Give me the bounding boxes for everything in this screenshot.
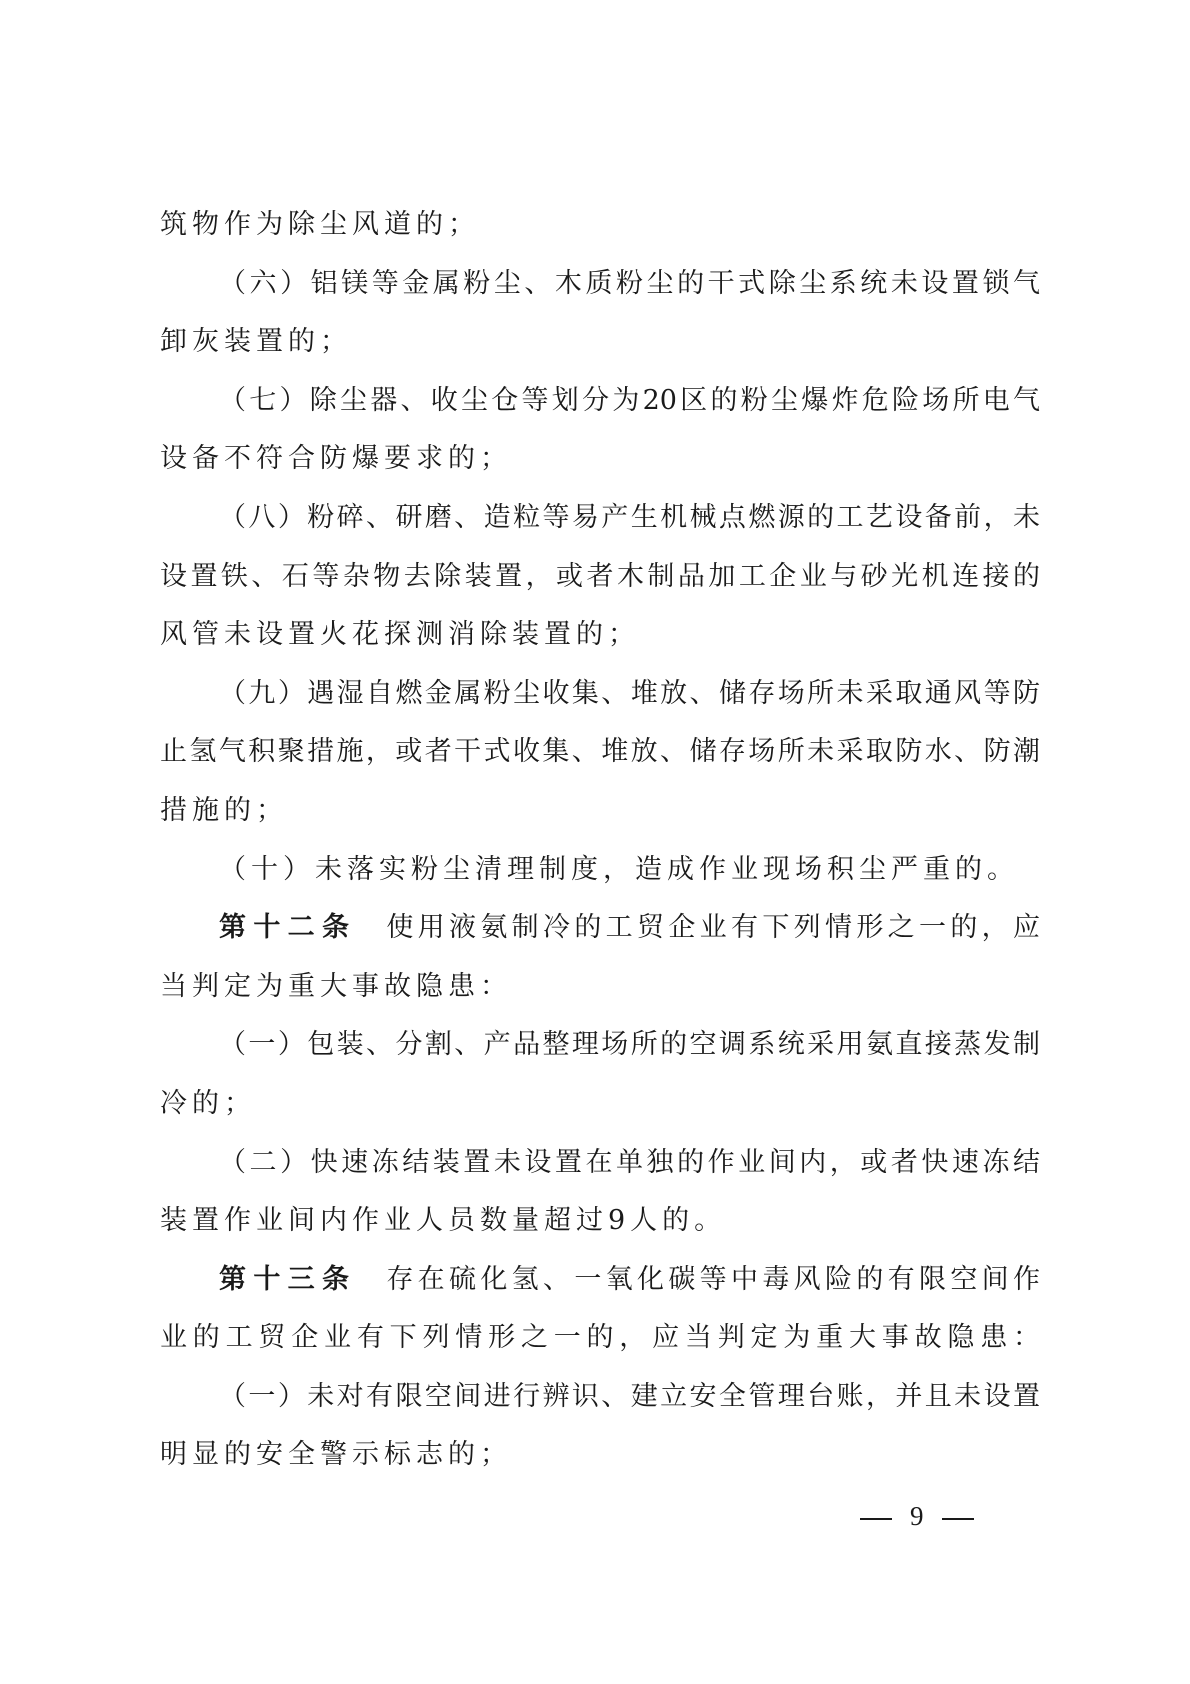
text-line: 当判定为重大事故隐患： — [160, 970, 512, 1002]
text-line: （二）快速冻结装置未设置在单独的作业间内，或者快速冻结 — [219, 1146, 1040, 1178]
text-line: （一）未对有限空间进行辨识、建立安全管理台账，并且未设置 — [219, 1380, 1040, 1412]
text-line: 卸灰装置的； — [160, 326, 352, 358]
text-line: （十）未落实粉尘清理制度，造成作业现场积尘严重的。 — [219, 853, 1019, 885]
text-line: 设备不符合防爆要求的； — [160, 443, 512, 475]
text-line: （七）除尘器、收尘仓等划分为20区的粉尘爆炸危险场所电气 — [219, 384, 1040, 416]
article-12-heading: 第十二条 — [219, 912, 357, 944]
text-line: （九）遇湿自燃金属粉尘收集、堆放、储存场所未采取通风等防 — [219, 677, 1040, 709]
footer-dash-right — [942, 1518, 974, 1520]
text-line: 止氢气积聚措施，或者干式收集、堆放、储存场所未采取防水、防潮 — [160, 736, 1040, 768]
page-footer — [860, 1496, 1060, 1536]
article-13-heading: 第十三条 — [219, 1263, 357, 1295]
text-line: 业的工贸企业有下列情形之一的，应当判定为重大事故隐患： — [160, 1322, 1040, 1354]
text-line: 筑物作为除尘风道的； — [160, 209, 480, 240]
article-13-line — [160, 1251, 1040, 1310]
article-12-line — [160, 899, 1040, 958]
text-line: 冷的； — [160, 1087, 256, 1119]
footer-dash-left — [860, 1518, 892, 1520]
text-line: （八）粉碎、研磨、造粒等易产生机械点燃源的工艺设备前，未 — [219, 501, 1040, 533]
text-line: 存在硫化氢、一氧化碳等中毒风险的有限空间作 — [386, 1263, 1041, 1295]
text-line: 风管未设置火花探测消除装置的； — [160, 619, 640, 651]
page-number: 9 — [910, 1501, 924, 1531]
text-line: 使用液氨制冷的工贸企业有下列情形之一的，应 — [386, 912, 1041, 944]
text-line: 设置铁、石等杂物去除装置，或者木制品加工企业与砂光机连接的 — [160, 560, 1040, 592]
body-text — [160, 196, 1040, 1485]
text-line: 装置作业间内作业人员数量超过9人的。 — [160, 1205, 727, 1237]
text-line: 措施的； — [160, 794, 288, 826]
text-line: 明显的安全警示标志的； — [160, 1439, 512, 1471]
text-line: （六）铝镁等金属粉尘、木质粉尘的干式除尘系统未设置锁气 — [219, 267, 1040, 299]
text-line: （一）包装、分割、产品整理场所的空调系统采用氨直接蒸发制 — [219, 1029, 1040, 1061]
